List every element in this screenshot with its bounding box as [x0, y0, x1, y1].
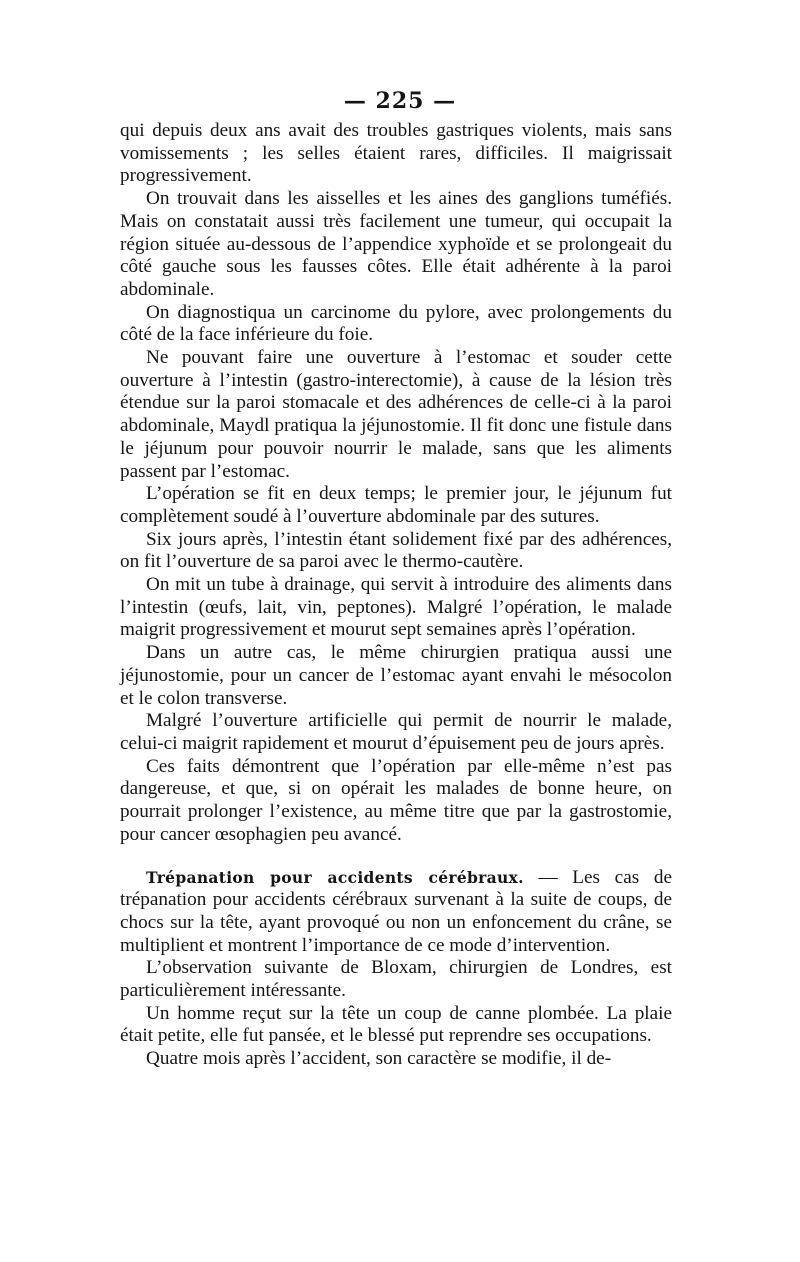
paragraph: Ces faits démontrent que l’opération par elle-même n’est pas dangereuse, et que, si on opérait les malades de bonne heure, on pourrait prolonger l’existence, au même titre que par la gastrostomie, pour cancer œsophagien peu avancé.: [120, 755, 672, 845]
body-text: [120, 120, 672, 1071]
paragraph: qui depuis deux ans avait des troubles gastriques violents, mais sans vomissements ; les selles étaient rares, difficiles. Il maigrissait progressivement.: [120, 120, 672, 187]
paragraph: On diagnostiqua un carcinome du pylore, avec prolongements du côté de la face inférieure du foie.: [120, 301, 672, 346]
paragraph: Dans un autre cas, le même chirurgien pratiqua aussi une jéjunostomie, pour un cancer de l’estomac ayant envahi le mésocolon et le colon transverse.: [120, 642, 672, 709]
section-paragraph: [120, 867, 672, 958]
paragraph: Un homme reçut sur la tête un coup de canne plombée. La plaie était petite, elle fut pansée, et le blessé put reprendre ses occupations.: [120, 1002, 672, 1047]
paragraph: L’opération se fit en deux temps; le premier jour, le jéjunum fut complètement soudé à l’ouverture abdominale par des sutures.: [120, 483, 672, 527]
section-title: Trépanation pour accidents cérébraux.: [146, 867, 524, 887]
paragraph: Quatre mois après l’accident, son caractère se modifie, il de-: [146, 1048, 612, 1070]
section-text: — Les cas de trépanation pour accidents cérébraux survenant à la suite de coups, de chocs sur la tête, ayant provoqué ou non un enfoncement du crâne, se multiplient et montrent l’importance de ce mode d’intervention.: [120, 866, 672, 956]
paragraph: L’observation suivante de Bloxam, chirurgien de Londres, est particulièrement intéressante.: [120, 957, 672, 1002]
page-number: — 225 —: [343, 88, 457, 114]
paragraph: Malgré l’ouverture artificielle qui permit de nourrir le malade, celui-ci maigrit rapidement et mourut d’épuisement peu de jours après.: [120, 710, 672, 754]
paragraph: On trouvait dans les aisselles et les aines des ganglions tuméfiés. Mais on constatait aussi très facilement une tumeur, qui occupait la région située au-dessous de l’appendice xyphoïde et se prolongeait du côté gauche sous les fausses côtes. Elle était adhérente à la paroi abdominale.: [120, 188, 672, 300]
paragraph: Six jours après, l’intestin étant solidement fixé par des adhérences, on fit l’ouverture de sa paroi avec le thermo-cautère.: [120, 528, 672, 573]
paragraph: Ne pouvant faire une ouverture à l’estomac et souder cette ouverture à l’intestin (gastro-interectomie), à cause de la lésion très étendue sur la paroi stomacale et des adhérences de celle-ci à la paroi abdominale, Maydl pratiqua la jéjunostomie. Il fit donc une fistule dans le jéjunum pour pouvoir nourrir le malade, sans que les aliments passent par l’estomac.: [120, 347, 672, 482]
paragraph: On mit un tube à drainage, qui servit à introduire des aliments dans l’intestin (œufs, lait, vin, peptones). Malgré l’opération, le malade maigrit progressivement et mourut sept semaines après l’opération.: [120, 574, 672, 641]
